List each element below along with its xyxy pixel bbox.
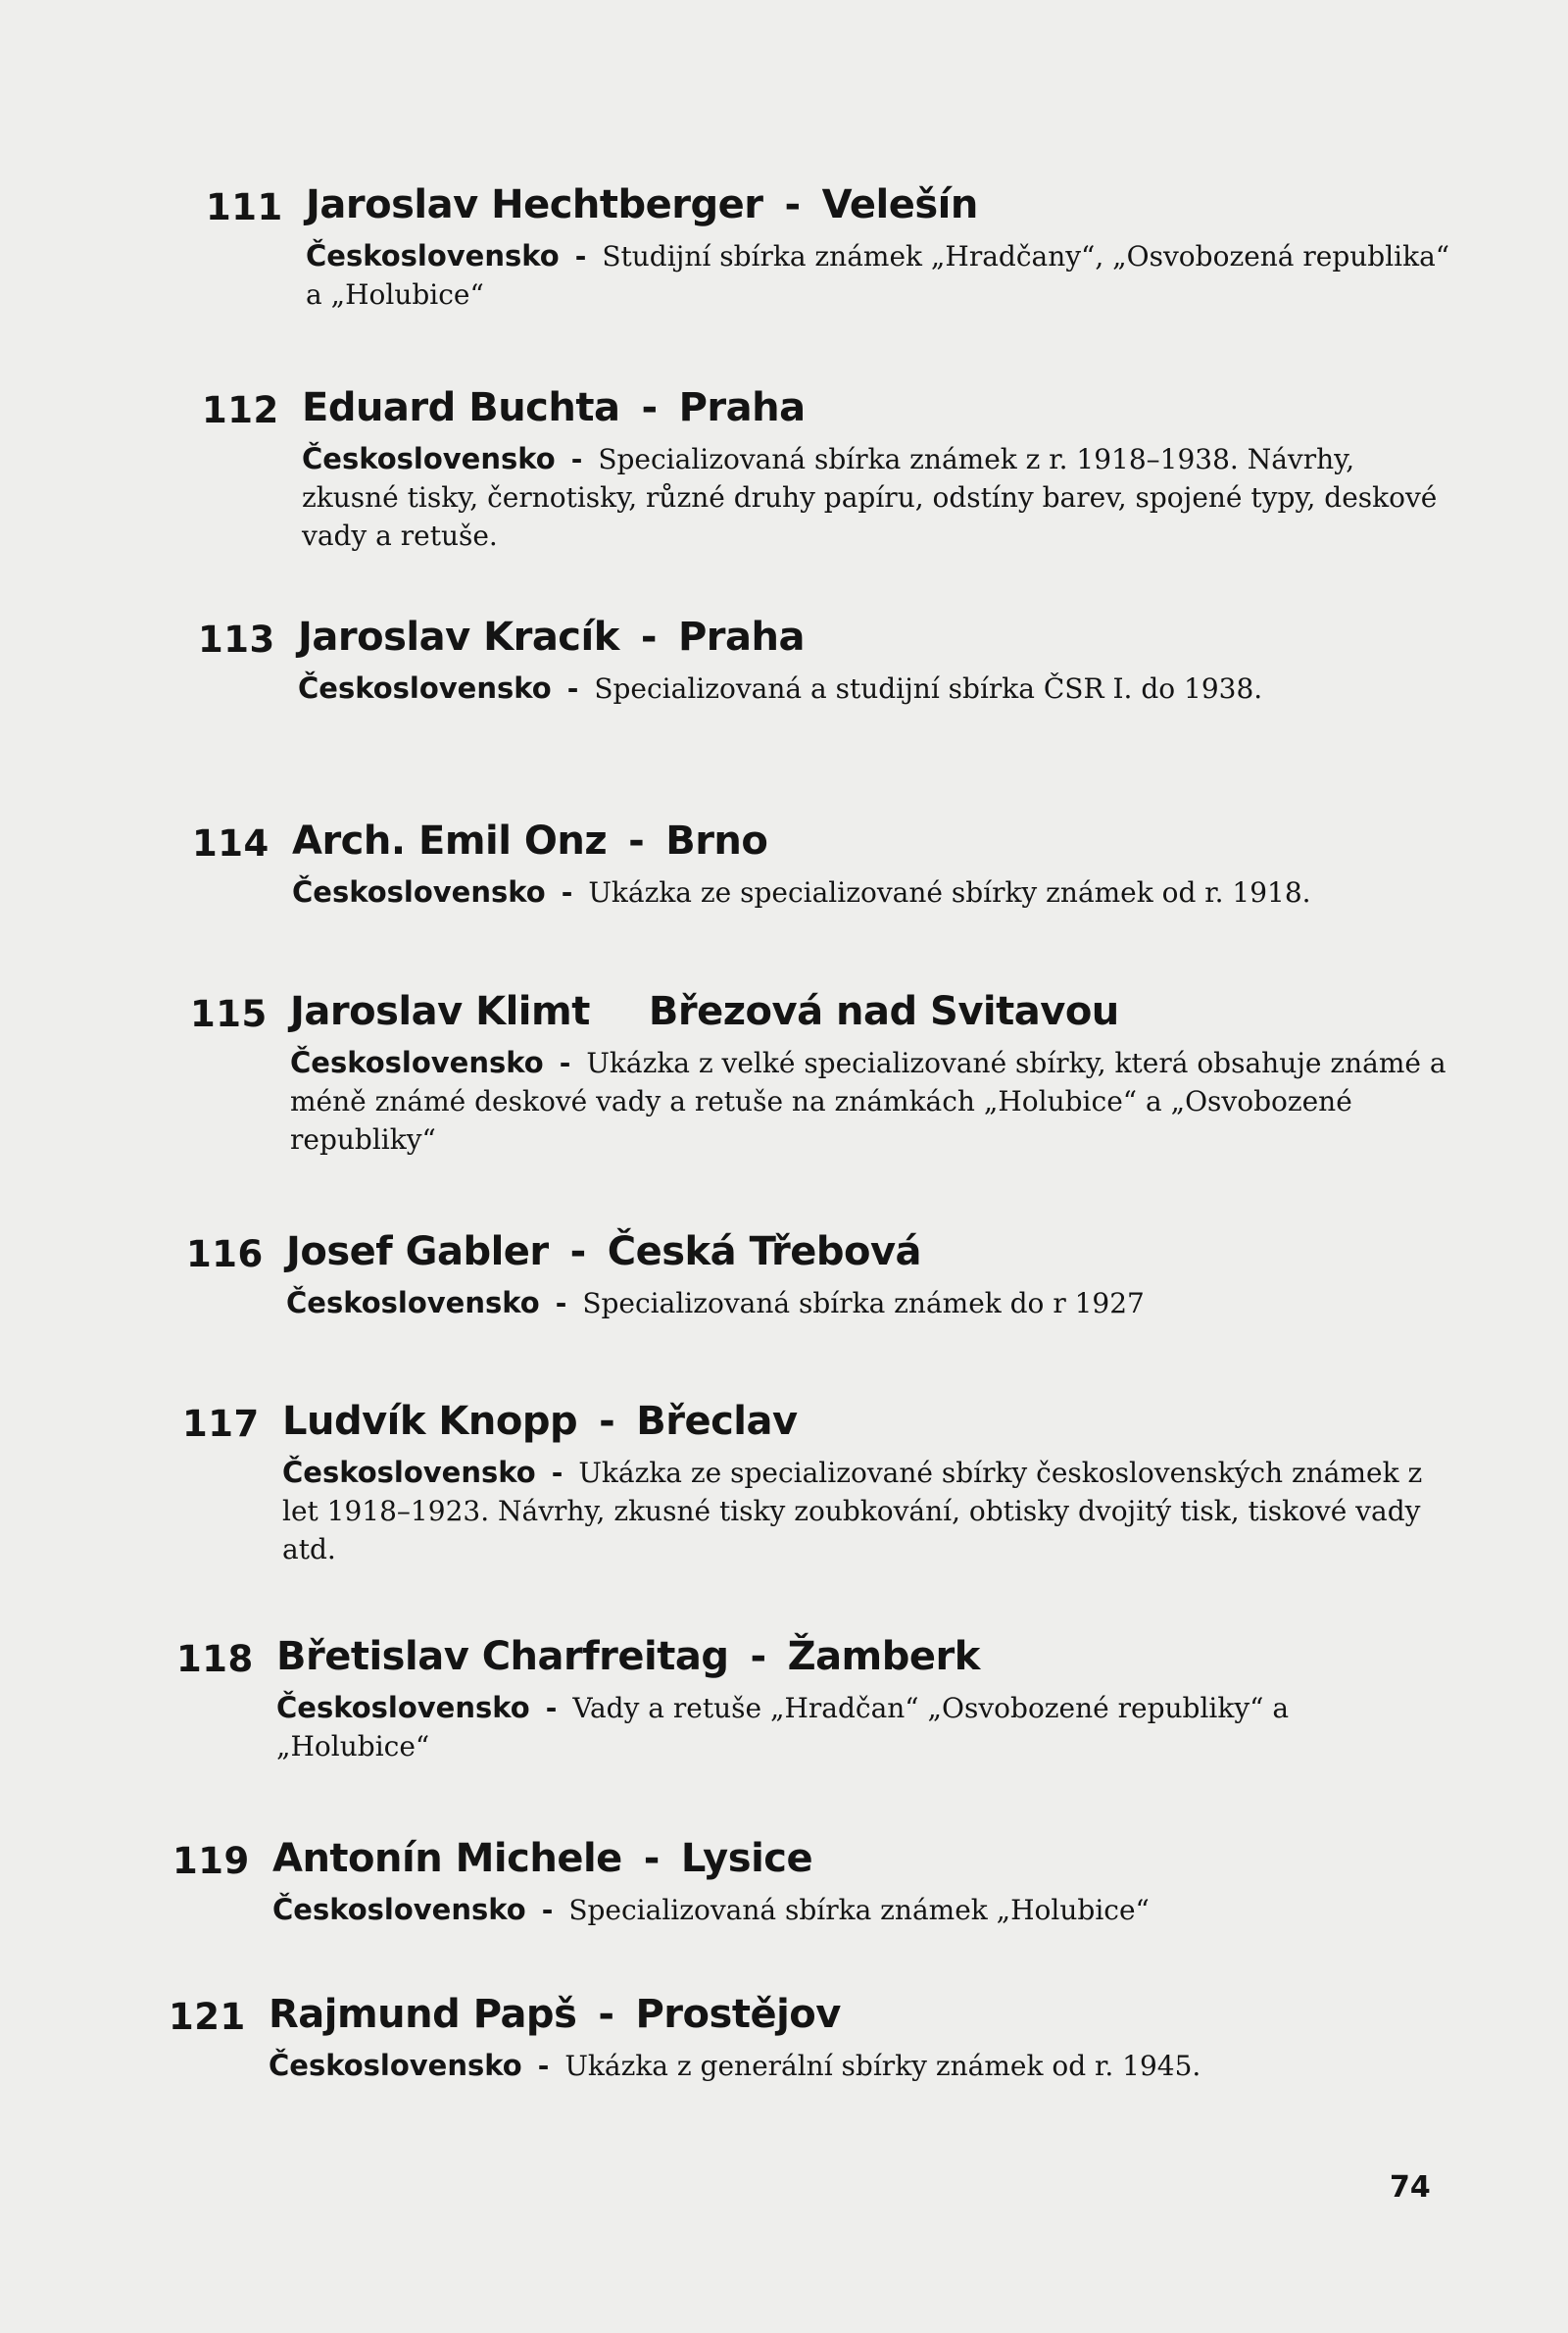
- exhibitor-name: Jaroslav Kracík: [298, 615, 619, 660]
- entry-description: Specializovaná a studijní sbírka ČSR I. do 1938.: [594, 672, 1263, 705]
- entry-body: [282, 1454, 1439, 1568]
- entry-number: 114: [192, 822, 270, 865]
- entry-heading: [282, 1399, 798, 1444]
- country-separator: -: [537, 2050, 550, 2082]
- entry-description: Vady a retuše „Hradčan“ „Osvobozené republiky“ a „Holubice“: [276, 1692, 1290, 1762]
- entry-description: Specializovaná sbírka známek do r 1927: [582, 1287, 1145, 1319]
- entry-heading: [298, 615, 805, 660]
- heading-dash: -: [784, 182, 801, 227]
- heading-dash: -: [628, 819, 645, 864]
- entry-country: Československo: [276, 1691, 530, 1724]
- entry-body: [290, 1044, 1446, 1159]
- entry-heading: [292, 819, 767, 864]
- exhibitor-city: Brno: [665, 819, 768, 864]
- exhibitor-name: Jaroslav Klimt: [290, 989, 590, 1034]
- exhibitor-name: Josef Gabler: [286, 1229, 549, 1274]
- exhibitor-name: Eduard Buchta: [302, 385, 620, 430]
- entry-number: 121: [169, 1996, 246, 2038]
- entry-heading: [302, 385, 806, 430]
- entry-country: Československo: [272, 1893, 526, 1926]
- entry-number: 118: [176, 1638, 254, 1680]
- exhibitor-name: Arch. Emil Onz: [292, 819, 608, 864]
- entry-country: Československo: [302, 442, 556, 475]
- entry-description: Ukázka z generální sbírky známek od r. 1945.: [564, 2050, 1201, 2082]
- heading-dash: -: [750, 1634, 766, 1679]
- entry-description: Studijní sbírka známek „Hradčany“, „Osvobozená republika“ a „Holubice“: [306, 240, 1450, 311]
- entry-number: 116: [186, 1233, 264, 1275]
- heading-dash: -: [598, 1992, 614, 2037]
- exhibitor-name: Jaroslav Hechtberger: [306, 182, 763, 227]
- entry-body: [306, 237, 1462, 314]
- country-separator: -: [541, 1894, 554, 1926]
- entry-number: 112: [202, 389, 279, 431]
- entry-description: Ukázka z velké specializované sbírky, která obsahuje známé a méně známé deskové vady a retuše na známkách „Holubice“ a „Osvobozené republiky“: [290, 1047, 1446, 1156]
- entry-heading: [306, 182, 978, 227]
- entry-country: Československo: [269, 2049, 522, 2082]
- entry-body: [276, 1689, 1433, 1765]
- entry-country: Československo: [282, 1456, 536, 1489]
- exhibitor-city: Březová nad Svitavou: [648, 989, 1119, 1034]
- heading-dash: -: [643, 1836, 660, 1881]
- heading-dash: -: [599, 1399, 615, 1444]
- exhibitor-city: Praha: [677, 615, 805, 660]
- country-separator: -: [555, 1287, 567, 1319]
- country-separator: -: [570, 443, 583, 475]
- heading-dash: -: [569, 1229, 586, 1274]
- entry-country: Československo: [292, 875, 546, 909]
- exhibitor-city: Praha: [678, 385, 806, 430]
- country-separator: -: [574, 240, 587, 273]
- entry-heading: [276, 1634, 980, 1679]
- exhibitor-city: Lysice: [680, 1836, 813, 1881]
- exhibitor-name: Ludvík Knopp: [282, 1399, 578, 1444]
- entry-number: 117: [182, 1403, 260, 1445]
- exhibitor-city: Prostějov: [635, 1992, 841, 2037]
- entry-description: Ukázka ze specializované sbírky československých známek z let 1918–1923. Návrhy, zkusné tisky zoubkování, obtisky dvojitý tisk, tiskové vady atd.: [282, 1457, 1423, 1565]
- exhibitor-name: Antonín Michele: [272, 1836, 622, 1881]
- country-separator: -: [551, 1457, 564, 1489]
- entry-country: Československo: [286, 1286, 540, 1319]
- exhibitor-city: Žamberk: [787, 1634, 980, 1679]
- country-separator: -: [561, 876, 573, 909]
- entry-country: Československo: [306, 239, 560, 273]
- heading-dash: -: [640, 615, 657, 660]
- entry-body: [269, 2047, 1425, 2085]
- exhibitor-city: Česká Třebová: [607, 1229, 922, 1274]
- exhibitor-city: Velešín: [821, 182, 978, 227]
- entry-number: 115: [190, 993, 268, 1035]
- exhibitor-name: Břetislav Charfreitag: [276, 1634, 729, 1679]
- exhibitor-city: Břeclav: [636, 1399, 798, 1444]
- entry-description: Ukázka ze specializované sbírky známek od r. 1918.: [588, 876, 1311, 909]
- entry-number: 119: [172, 1840, 250, 1882]
- country-separator: -: [545, 1692, 558, 1724]
- entry-description: Specializovaná sbírka známek „Holubice“: [568, 1894, 1150, 1926]
- country-separator: -: [559, 1047, 571, 1079]
- entry-body: [302, 440, 1458, 555]
- entry-body: [298, 670, 1454, 708]
- entry-number: 113: [198, 619, 275, 661]
- entry-body: [292, 873, 1448, 912]
- entry-heading: [290, 989, 1119, 1034]
- entry-heading: [272, 1836, 812, 1881]
- country-separator: -: [566, 672, 579, 705]
- page-number: 74: [1390, 2170, 1431, 2205]
- entry-heading: [286, 1229, 921, 1274]
- entry-body: [286, 1284, 1443, 1322]
- entry-heading: [269, 1992, 841, 2037]
- entry-country: Československo: [298, 671, 552, 705]
- entry-number: 111: [206, 186, 283, 228]
- heading-dash: -: [641, 385, 658, 430]
- entry-description: Specializovaná sbírka známek z r. 1918–1938. Návrhy, zkusné tisky, černotisky, různé druhy papíru, odstíny barev, spojené typy, deskové vady a retuše.: [302, 443, 1438, 552]
- exhibitor-name: Rajmund Papš: [269, 1992, 577, 2037]
- entry-country: Československo: [290, 1046, 544, 1079]
- entry-body: [272, 1891, 1429, 1929]
